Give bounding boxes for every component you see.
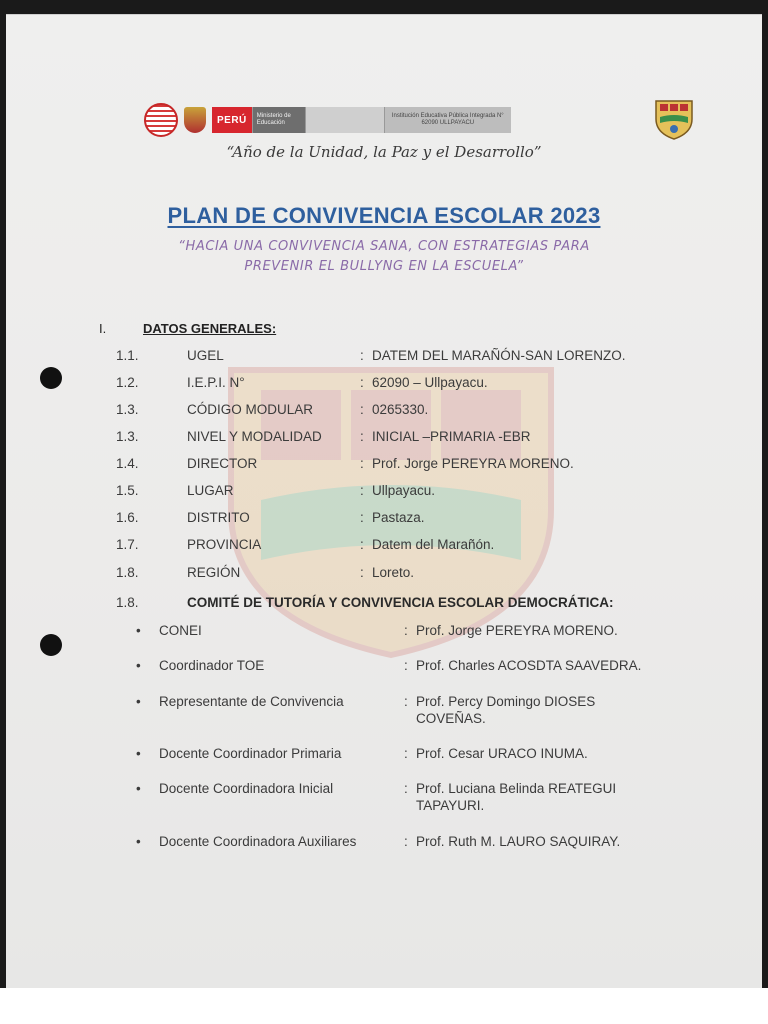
- bullet-icon: •: [136, 694, 141, 709]
- field-separator: :: [360, 537, 364, 552]
- field-row: [6, 510, 762, 530]
- member-name: Prof. Charles ACOSDTA SAAVEDRA.: [416, 658, 642, 673]
- punch-hole: [40, 634, 62, 656]
- member-separator: :: [404, 746, 408, 761]
- field-value: Datem del Marañón.: [372, 537, 495, 552]
- field-value: DATEM DEL MARAÑÓN-SAN LORENZO.: [372, 348, 626, 363]
- field-separator: :: [360, 510, 364, 525]
- field-number: 1.4.: [116, 456, 139, 471]
- field-number: 1.6.: [116, 510, 139, 525]
- field-number: 1.8.: [116, 565, 139, 580]
- regional-logo: [305, 107, 384, 133]
- bicentenario-logo-icon: [144, 103, 178, 137]
- document-title-text: PLAN DE CONVIVENCIA ESCOLAR 2023: [167, 203, 601, 228]
- ministry-logo: Ministerio de Educación: [252, 107, 305, 133]
- field-row: [6, 456, 762, 476]
- field-label: DIRECTOR: [187, 456, 258, 471]
- field-number: 1.5.: [116, 483, 139, 498]
- member-role: Coordinador TOE: [159, 658, 265, 673]
- member-separator: :: [404, 623, 408, 638]
- field-number: 1.3.: [116, 402, 139, 417]
- member-name: Prof. Cesar URACO INUMA.: [416, 746, 588, 761]
- field-label: CÓDIGO MODULAR: [187, 402, 314, 417]
- member-separator: :: [404, 834, 408, 849]
- institution-logo: Institución Educativa Pública Integrada N° 62090 ULLPAYACU: [384, 107, 511, 133]
- field-separator: :: [360, 429, 364, 444]
- committee-number: 1.8.: [116, 595, 139, 610]
- peru-coat-of-arms-icon: [184, 107, 206, 133]
- field-value: Pastaza.: [372, 510, 425, 525]
- field-number: 1.2.: [116, 375, 139, 390]
- field-number: 1.3.: [116, 429, 139, 444]
- field-label: I.E.P.I. N°: [187, 375, 245, 390]
- field-row: [6, 537, 762, 557]
- section-title: DATOS GENERALES:: [143, 321, 277, 336]
- bullet-icon: •: [136, 746, 141, 761]
- member-name: Prof. Ruth M. LAURO SAQUIRAY.: [416, 834, 621, 849]
- field-separator: :: [360, 348, 364, 363]
- field-separator: :: [360, 402, 364, 417]
- section-number: I.: [99, 321, 107, 336]
- document-page: [6, 14, 762, 989]
- field-row: [6, 402, 762, 422]
- member-separator: :: [404, 694, 408, 709]
- document-title: [6, 203, 762, 229]
- field-separator: :: [360, 483, 364, 498]
- field-row: [6, 429, 762, 449]
- document-subtitle: [126, 237, 642, 277]
- field-separator: :: [360, 456, 364, 471]
- field-label: PROVINCIA: [187, 537, 262, 552]
- field-separator: :: [360, 375, 364, 390]
- member-name: Prof. Percy Domingo DIOSES COVEÑAS.: [416, 694, 596, 726]
- field-label: REGIÓN: [187, 565, 241, 580]
- subtitle-line-1: “HACIA UNA CONVIVENCIA SANA, CON ESTRATEGIAS PARA: [178, 239, 590, 254]
- field-label: LUGAR: [187, 483, 234, 498]
- member-role: Docente Coordinadora Inicial: [159, 781, 334, 796]
- field-label: NIVEL Y MODALIDAD: [187, 429, 322, 444]
- year-motto: “Año de la Unidad, la Paz y el Desarrollo”: [226, 143, 542, 161]
- bullet-icon: •: [136, 781, 141, 796]
- member-separator: :: [404, 658, 408, 673]
- school-crest-icon: [652, 97, 696, 141]
- member-role: CONEI: [159, 623, 202, 638]
- field-label: UGEL: [187, 348, 224, 363]
- subtitle-line-2: PREVENIR EL BULLYNG EN LA ESCUELA”: [244, 259, 524, 274]
- field-value: 62090 – Ullpayacu.: [372, 375, 488, 390]
- committee-title: COMITÉ DE TUTORÍA Y CONVIVENCIA ESCOLAR DEMOCRÁTICA:: [187, 595, 614, 610]
- field-separator: :: [360, 565, 364, 580]
- field-value: Ullpayacu.: [372, 483, 436, 498]
- field-number: 1.7.: [116, 537, 139, 552]
- field-value: INICIAL –PRIMARIA -EBR: [372, 429, 531, 444]
- bullet-icon: •: [136, 623, 141, 638]
- peru-logo: PERÚ: [212, 107, 252, 133]
- background-surface: [0, 988, 768, 1024]
- field-value: Prof. Jorge PEREYRA MORENO.: [372, 456, 574, 471]
- field-value: Loreto.: [372, 565, 415, 580]
- punch-hole: [40, 367, 62, 389]
- field-value: 0265330.: [372, 402, 429, 417]
- field-row: [6, 348, 762, 368]
- field-label: DISTRITO: [187, 510, 250, 525]
- member-name: Prof. Luciana Belinda REATEGUI TAPAYURI.: [416, 781, 617, 813]
- bullet-icon: •: [136, 658, 141, 673]
- field-row: [6, 565, 762, 585]
- field-row: [6, 483, 762, 503]
- bullet-icon: •: [136, 834, 141, 849]
- field-number: 1.1.: [116, 348, 139, 363]
- member-role: Representante de Convivencia: [159, 694, 344, 709]
- member-name: Prof. Jorge PEREYRA MORENO.: [416, 623, 618, 638]
- field-row: [6, 375, 762, 395]
- member-role: Docente Coordinadora Auxiliares: [159, 834, 357, 849]
- member-role: Docente Coordinador Primaria: [159, 746, 342, 761]
- header-logos: [144, 103, 511, 137]
- member-separator: :: [404, 781, 408, 796]
